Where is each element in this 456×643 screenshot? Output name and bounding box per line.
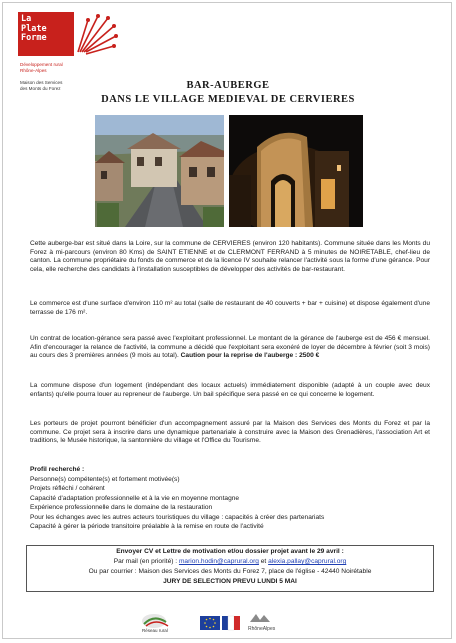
organisation-name-line-1: Maison des Services bbox=[20, 80, 63, 85]
profile-item: Pour les échanges avec les autres acteurs touristiques du village : capacités à créer des partenariats bbox=[30, 513, 325, 521]
email-link-alexia[interactable]: alexia.pallay@caprural.org bbox=[268, 558, 347, 565]
mail-prefix: Par mail (en priorité) : bbox=[113, 558, 179, 565]
logo-red-box bbox=[18, 12, 74, 56]
profile-item: Personne(s) compétente(s) et fortement motivée(s) bbox=[30, 475, 180, 483]
la-plate-forme-logo bbox=[18, 12, 74, 56]
document-subtitle: DANS LE VILLAGE MEDIEVAL DE CERVIERES bbox=[101, 94, 355, 105]
mail-and: et bbox=[258, 558, 269, 565]
paragraph-support: Les porteurs de projet pourront bénéficier d'un accompagnement assuré par la Maison des Services des Monts du Forez et par la commune. Ce projet sera à inscrire dans une dynamique partenariale à construire avec la Maison des Grenadières, l'association Art et traditions, le Musée historique, la santonnière du village et l'Office du Tourisme. bbox=[30, 420, 430, 445]
contact-post-line: Ou par courrier : Maison des Services des Monts du Forez 7, place de l'église - 42440 Noirétable bbox=[88, 568, 372, 575]
contract-text: Un contrat de location-gérance sera passé avec l'exploitant professionnel. Le montant de la gérance de l'auberge est de 456 € mensuel. Afin d'encourager la relance de l'activité, la commune a décidé que l'exploitant sera exonéré de loyer de décembre à février (soit 3 mois) au cours des 3 premières années (9 mois au total). bbox=[30, 335, 430, 360]
profile-heading: Profil recherché : bbox=[30, 466, 85, 473]
paragraph-surface: Le commerce est d'une surface d'environ 110 m² au total (salle de restaurant de 40 couverts + bar + cuisine) et dispose également d'une terrasse de 176 m². bbox=[30, 300, 430, 316]
rhone-alpes-logo bbox=[246, 612, 286, 634]
profile-item: Capacité d'adaptation professionnelle et à la vie en moyenne montagne bbox=[30, 494, 240, 502]
logo-sunburst-icon bbox=[74, 12, 120, 58]
rhone-alpes-label: RhôneAlpes bbox=[248, 626, 276, 632]
logo-caption bbox=[20, 62, 80, 73]
document-title: BAR-AUBERGE bbox=[186, 80, 270, 91]
logo-line-1: La bbox=[21, 14, 32, 24]
paragraph-contract bbox=[30, 335, 430, 361]
paragraph-location: Cette auberge-bar est situé dans la Loire, sur la commune de CERVIERES (environ 120 habitants). Commune située dans les Monts du Forez à mi-parcours (environ 80 Kms) de SAINT ETIENNE et de CLERMONT FERRAND à 5 minutes de NOIRETABLE, chef-lieu de canton. La commune propriétaire du fonds de commerce et de la licence IV souhaite relancer l'activité sous la forme d'une gérance. Pour cela, elle recherche des candidats à l'installation susceptibles de développer des activités de bar-restaurant. bbox=[30, 240, 430, 273]
profile-item: Projets réfléchi / cohérent bbox=[30, 485, 105, 492]
jury-date: JURY DE SELECTION PREVU LUNDI 5 MAI bbox=[163, 578, 297, 585]
reseau-rural-logo bbox=[140, 612, 190, 634]
reseau-rural-label: Réseau rural bbox=[142, 628, 168, 633]
organisation-name-line-2: des Monts du Forez bbox=[20, 85, 61, 91]
deposit-text: Caution pour la reprise de l'auberge : 2500 € bbox=[180, 352, 320, 360]
logo-line-3: Forme bbox=[21, 33, 47, 43]
flag-logo-icon bbox=[222, 612, 240, 634]
logo-line-2: Plate bbox=[21, 23, 47, 34]
night-tower-photo bbox=[229, 115, 363, 227]
eu-flag-icon bbox=[200, 612, 220, 634]
contact-box bbox=[26, 545, 434, 592]
contact-heading: Envoyer CV et Lettre de motivation et/ou dossier projet avant le 29 avril : bbox=[116, 548, 344, 555]
profile-item: Expérience professionnelle dans le domaine de la restauration bbox=[30, 504, 213, 511]
logo-caption-line-2: Rhône-Alpes bbox=[20, 67, 47, 73]
profile-item: Capacité à gérer la période transitoire préalable à la remise en route de l'activité bbox=[30, 523, 264, 530]
village-street-photo bbox=[95, 115, 224, 227]
email-link-marion[interactable]: marion.hodin@caprural.org bbox=[178, 558, 259, 565]
contact-mail-line bbox=[27, 557, 433, 567]
profile-section bbox=[30, 465, 430, 532]
logo-caption-line-1: Développement rural bbox=[20, 62, 63, 67]
paragraph-housing: La commune dispose d'un logement (indépendant des locaux actuels) immédiatement disponible (adapté à un couple avec deux enfants) qu'elle pourra louer au repreneur de l'auberge. Un bail spécifique sera passé en ce qui concerne le logement. bbox=[30, 382, 430, 398]
